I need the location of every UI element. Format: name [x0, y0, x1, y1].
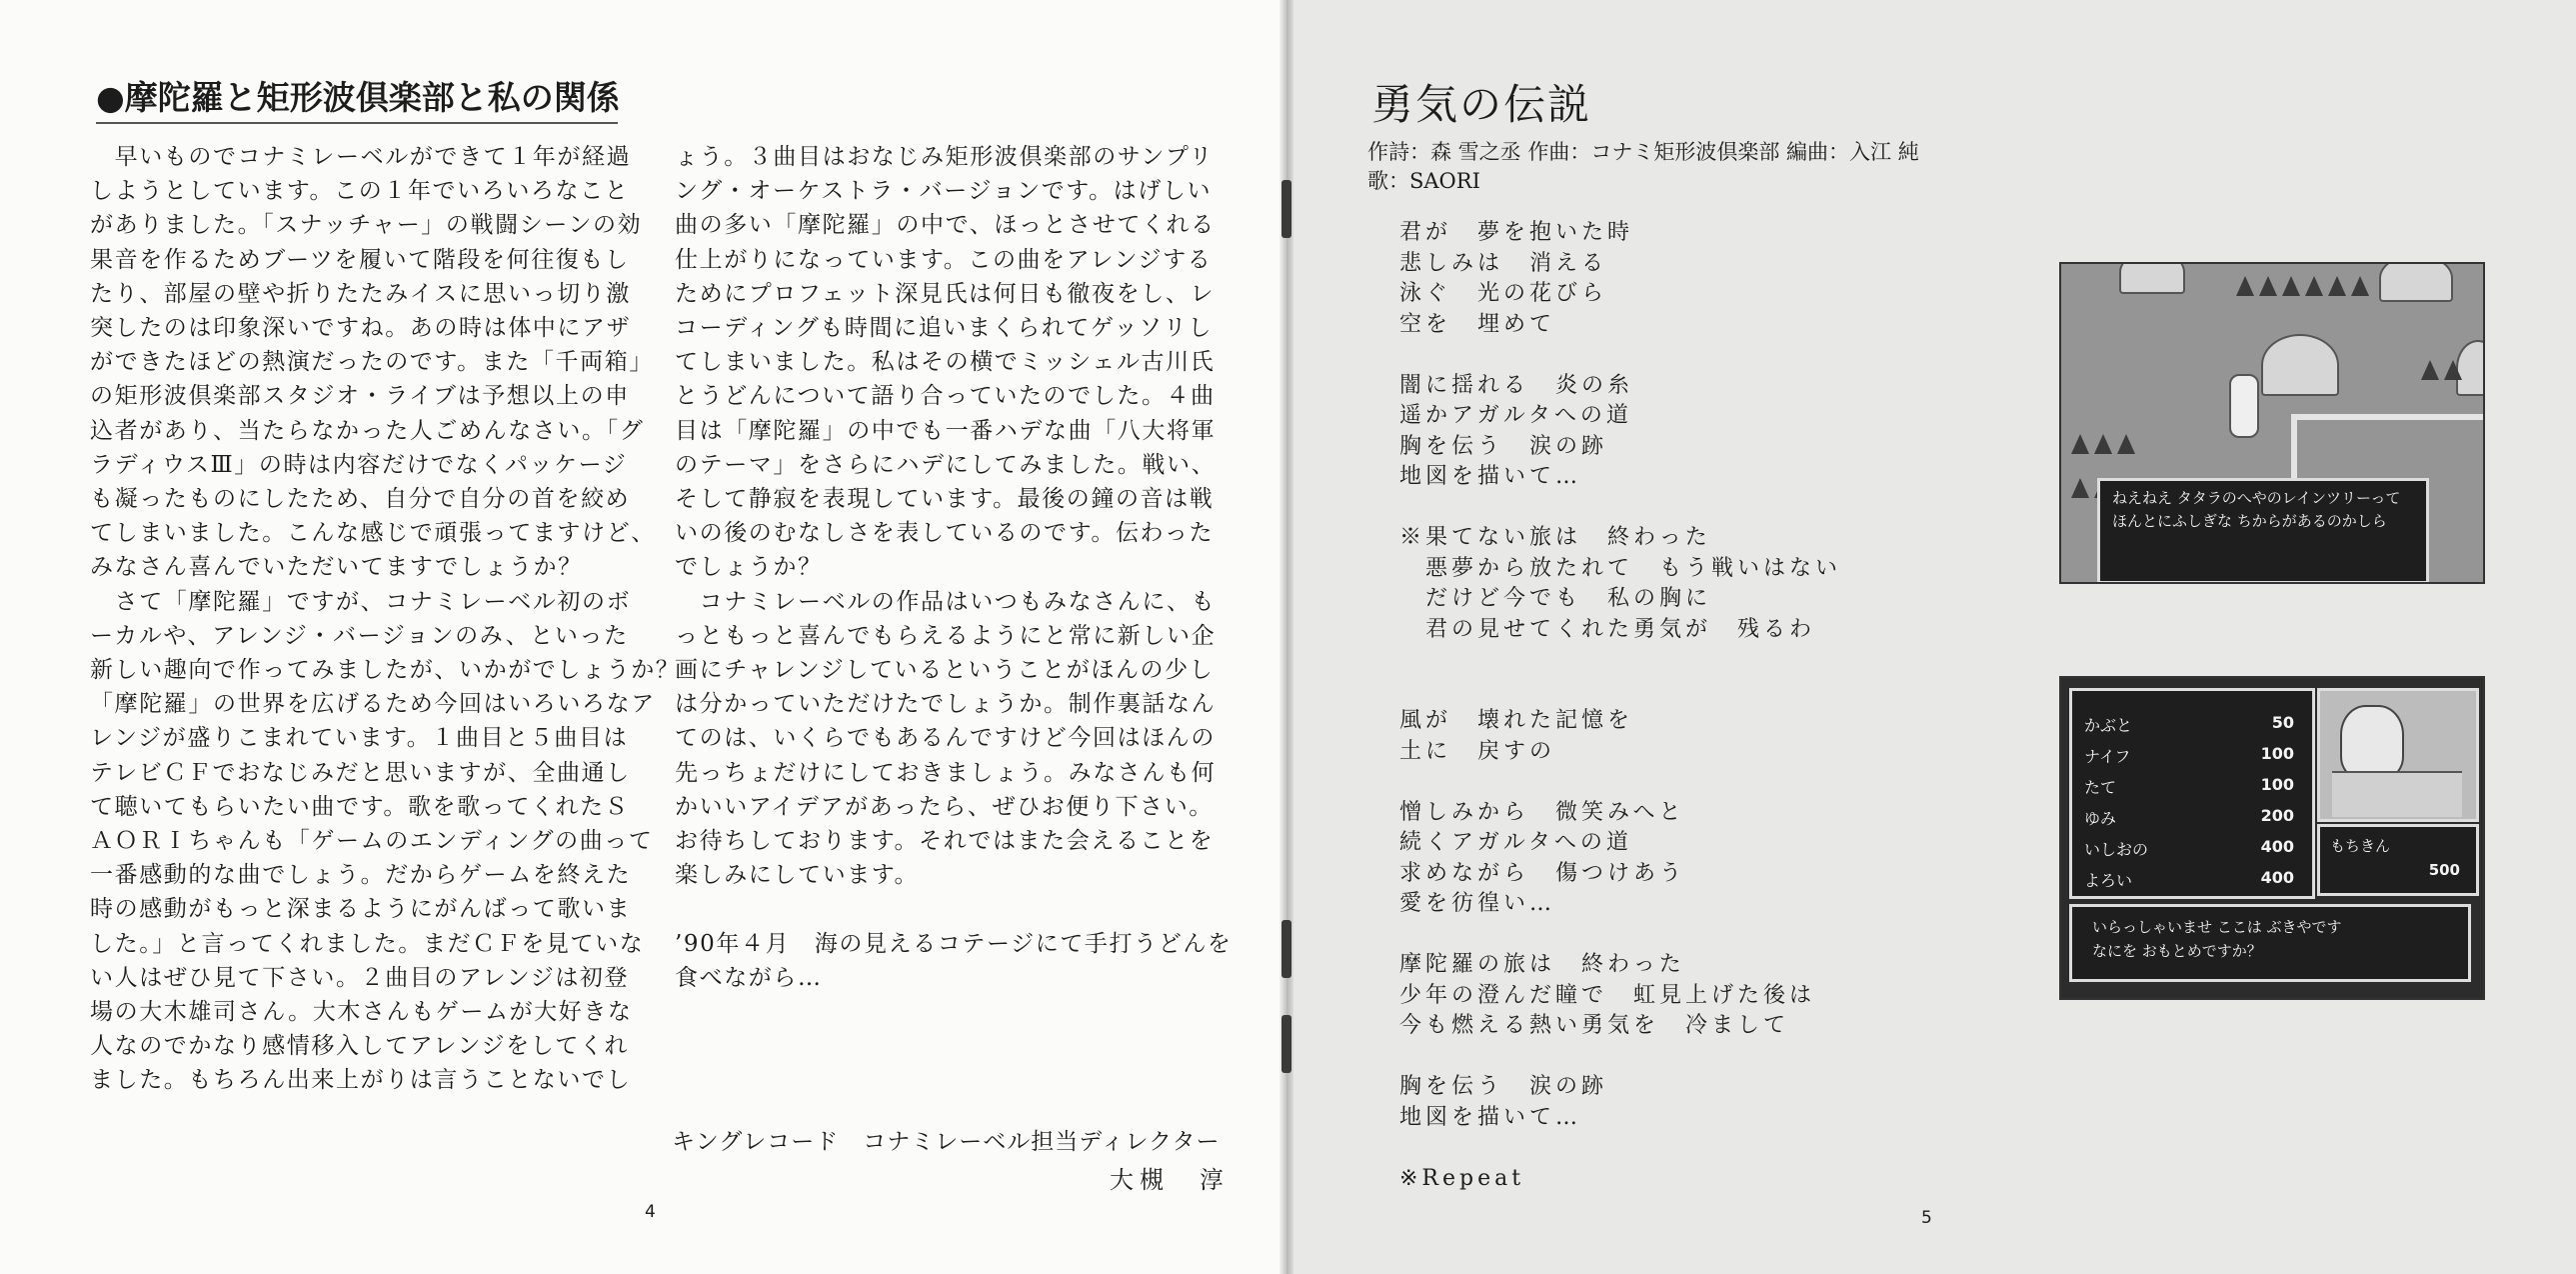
lyric-line: 空を 埋めて [1399, 311, 1556, 337]
staple [1282, 1015, 1291, 1073]
article-line: した。」と言ってくれました。まだＣＦを見ていな [90, 930, 645, 957]
article-line: 食べながら… [675, 964, 823, 991]
stanza-gap [1399, 767, 1841, 798]
shop-item-name: ゆみ [2084, 809, 2117, 828]
page-number-right: 5 [1921, 1208, 1932, 1228]
lyric-line: 遥かアガルタへの道 [1399, 403, 1632, 428]
article-line: 「摩陀羅」の世界を広げるため今回はいろいろなア [90, 691, 656, 718]
article-line: いの後のむなしさを表しているのです。伝わった [675, 520, 1215, 547]
tree [2117, 434, 2135, 454]
page-number-left: 4 [645, 1202, 656, 1222]
lyric-line: 悲しみは 消える [1399, 250, 1608, 276]
shop-line-1: いらっしゃいませ ここは ぶきやです [2092, 918, 2342, 936]
article-line: みなさん喜んでいただいてますでしょうか？ [90, 554, 583, 581]
article-line: 先っちょだけにしておきましょう。みなさんも何 [675, 759, 1217, 786]
shop-item-price: 200 [2260, 806, 2294, 825]
article-line: てのは、いくらでもあるんですけど今回はほんの [675, 725, 1216, 752]
article-line: ょう。３曲目はおなじみ矩形波倶楽部のサンプリ [675, 144, 1215, 170]
article-line: テレビＣＦでおなじみだと思いますが、全曲通し [90, 759, 631, 786]
gold-box [2317, 824, 2479, 896]
shop-item-price: 400 [2260, 868, 2294, 887]
tree [2282, 276, 2300, 296]
shop-item [2084, 713, 2294, 737]
lyric-line: ※果てない旅は 終わった [1399, 525, 1711, 550]
article-line: も凝ったものにしたため、自分で自分の首を絞め [90, 486, 631, 513]
credits-line-2: 歌：SAORI [1367, 169, 1480, 193]
signature-title: キングレコード コナミレーベル担当ディレクター [672, 1129, 1221, 1155]
shop-item-price: 100 [2260, 775, 2294, 794]
lyric-line: 地図を描いて… [1399, 1104, 1582, 1130]
tree [2071, 434, 2089, 454]
article-line: 人なのでかなり感情移入してアレンジをしてくれ [90, 1033, 630, 1060]
article-line: ができたほどの熱演だったのです。また「千両箱」 [90, 349, 654, 376]
article-line: てしまいました。こんな感じで頑張ってますけど、 [90, 520, 656, 547]
article-line: ラディウスⅢ」の時は内容だけでなくパッケージ [90, 451, 628, 478]
lyric-line: 摩陀羅の旅は 終わった [1399, 952, 1685, 977]
article-line: ’90年４月 海の見えるコテージにて手打うどんを [675, 930, 1233, 957]
lyric-line: 少年の澄んだ瞳で 虹見上げた後は [1399, 982, 1816, 1008]
shop-item-name: たて [2084, 778, 2117, 797]
article-line: ーカルや、アレンジ・バージョンのみ、といった [90, 622, 629, 649]
article-line: そして静寂を表現しています。最後の鐘の音は戦 [675, 486, 1215, 513]
shop-item [2084, 806, 2294, 830]
article-line: たり、部屋の壁や折りたたみイスに思いっ切り激 [90, 280, 631, 307]
stanza-gap [1399, 1042, 1841, 1073]
shop-line-2: なにを おもとめですか？ [2092, 942, 2262, 960]
article-line: 突したのは印象深いですね。あの時は体中にアザ [90, 315, 632, 342]
staple [1282, 180, 1291, 238]
lyric-line: 愛を彷徨い… [1399, 891, 1556, 916]
article-line: 果音を作るためブーツを履いて階段を何往復もし [90, 246, 630, 273]
article-line: コナミレーベルの作品はいつもみなさんに、も [675, 588, 1217, 615]
stanza-gap [1399, 920, 1841, 951]
wall [2291, 414, 2485, 480]
left-page [0, 0, 1285, 1274]
tree [2259, 276, 2277, 296]
article-line: 目は「摩陀羅」の中でも一番ハデな曲「八大将軍 [675, 417, 1217, 444]
lyric-repeat: ※Repeat [1399, 1165, 1525, 1191]
article-line: て聴いてもらいたい曲です。歌を歌ってくれたＳ [90, 793, 630, 820]
article-line: 楽しみにしています。 [675, 862, 920, 889]
tent [2119, 262, 2185, 294]
article-line: 込者があり、当たらなかった人ごめんなさい。「グ [90, 417, 645, 444]
tree [2328, 276, 2346, 296]
article-line: のテーマ」をさらにハデにしてみました。戦い、 [675, 451, 1217, 478]
article-line [675, 892, 1215, 926]
lyric-line: 胸を伝う 涙の跡 [1399, 433, 1608, 459]
lyric-line: 泳ぐ 光の花びら [1399, 281, 1608, 306]
article-line: 仕上がりになっています。この曲をアレンジする [675, 246, 1213, 273]
tent [2379, 262, 2453, 302]
lyric-line: 胸を伝う 涙の跡 [1399, 1074, 1608, 1099]
shop-item [2084, 837, 2294, 861]
shop-item-list [2069, 688, 2315, 899]
lyric-line: 今も燃える熱い勇気を 冷まして [1399, 1013, 1790, 1038]
article-line: とうどんについて語り合っていたのでした。４曲 [675, 383, 1216, 410]
game-screenshot-shop [2059, 676, 2485, 1000]
lyrics [1399, 218, 1841, 1194]
heading-rule [96, 122, 618, 124]
article-line: コーディングも時間に追いまくられてゲッソリし [675, 315, 1213, 342]
song-title: 勇気の伝説 [1371, 80, 1592, 129]
article-line: っともっと喜んでもらえるようにと常に新しい企 [675, 622, 1217, 649]
stanza-gap [1399, 340, 1841, 371]
shop-item-price: 100 [2260, 744, 2294, 763]
article-line: 時の感動がもっと深まるようにがんばって歌いま [90, 896, 632, 923]
gold-value: 500 [2428, 861, 2460, 879]
article-line: お待ちしております。それではまた会えることを [675, 828, 1215, 855]
stanza-gap [1399, 1133, 1841, 1164]
article-line: ためにプロフェット深見氏は何日も徹夜をし、レ [675, 280, 1216, 307]
article-line: の矩形波倶楽部スタジオ・ライブは予想以上の申 [90, 383, 630, 410]
lyric-line: 憎しみから 微笑みへと [1399, 799, 1685, 825]
tree [2236, 276, 2254, 296]
article-line: は分かっていただけたでしょうか。制作裏話なん [675, 691, 1217, 718]
song-credits [1367, 138, 1919, 196]
shop-item-price: 400 [2260, 837, 2294, 856]
lyric-line: 続くアガルタへの道 [1399, 830, 1632, 855]
lyric-line: 君の見せてくれた勇気が 残るわ [1399, 616, 1816, 642]
dialog-box [2097, 478, 2429, 584]
article-line: てしまいました。私はその横でミッシェル古川氏 [675, 349, 1216, 376]
lyric-line: だけど今でも 私の胸に [1399, 586, 1712, 611]
article-line: い人はぜひ見て下さい。２曲目のアレンジは初登 [90, 964, 630, 991]
lyric-line: 君が 夢を抱いた時 [1399, 220, 1634, 245]
shop-item-price: 50 [2271, 713, 2294, 732]
shopkeeper-portrait [2317, 688, 2479, 822]
article-line: 場の大木雄司さん。大木さんもゲームが大好きな [90, 999, 633, 1026]
article-column-2 [675, 140, 1233, 995]
article-line: かいいアイデアがあったら、ぜひお便り下さい。 [675, 793, 1214, 820]
tent [2261, 334, 2339, 396]
shop-dialog [2069, 904, 2471, 982]
tree [2305, 276, 2323, 296]
lyric-line: 土に 戻すの [1399, 738, 1556, 764]
shop-item [2084, 744, 2294, 768]
shop-item [2084, 868, 2294, 892]
right-page [1285, 0, 2576, 1274]
lyric-line: 風が 壊れた記憶を [1399, 708, 1634, 733]
article-line: 新しい趣向で作ってみましたが、いかがでしょうか？ [90, 657, 681, 684]
game-screenshot-village [2059, 262, 2485, 584]
lyric-line: 求めながら 傷つけあう [1399, 860, 1686, 886]
article-line: 曲の多い「摩陀羅」の中で、ほっとさせてくれる [675, 212, 1216, 239]
article-line: ＡＯＲＩちゃんも「ゲームのエンディングの曲って [90, 828, 654, 855]
article-line: がありました。「スナッチャー」の戦闘シーンの効 [90, 212, 643, 239]
article-line: ング・オーケストラ・バージョンです。はげしい [675, 178, 1213, 205]
shop-item [2084, 775, 2294, 799]
stanza-gap [1399, 493, 1841, 524]
shop-item-name: かぶと [2084, 716, 2133, 735]
lyric-line: 闇に揺れる 炎の糸 [1399, 372, 1634, 398]
staple [1282, 920, 1291, 978]
shop-item-name: ナイフ [2084, 747, 2131, 766]
article-line: さて「摩陀羅」ですが、コナミレーベル初のボ [90, 588, 632, 615]
tree [2071, 478, 2089, 498]
face [2340, 705, 2404, 779]
tree [2094, 434, 2112, 454]
stanza-gap [1399, 645, 1841, 706]
gold-label: もちきん [2330, 837, 2391, 855]
counter [2332, 771, 2462, 817]
tree [2444, 360, 2462, 380]
dialog-line-1: ねえねえ タタラのへやのレインツリーって [2112, 489, 2401, 507]
article-line: 画にチャレンジしているということがほんの少し [675, 657, 1215, 684]
lyric-line: 悪夢から放たれて もう戦いはない [1399, 555, 1842, 581]
tree [2351, 276, 2369, 296]
signature-name: 大槻 淳 [1110, 1166, 1230, 1194]
shop-item-name: よろい [2084, 871, 2133, 890]
article-column-1 [90, 140, 681, 1098]
tree [2421, 360, 2439, 380]
credits-line-1: 作詩：森 雪之丞 作曲：コナミ矩形波倶楽部 編曲：入江 純 [1367, 140, 1919, 164]
shop-item-name: いしおの [2084, 840, 2149, 859]
article-line: でしょうか？ [675, 554, 823, 581]
article-line: レンジが盛りこまれています。１曲目と５曲目は [90, 725, 629, 752]
article-line: しようとしています。この１年でいろいろなこと [90, 178, 630, 205]
article-line: ました。もちろん出来上がりは言うことないでし [90, 1067, 632, 1094]
article-heading: ●摩陀羅と矩形波倶楽部と私の関係 [96, 78, 620, 117]
dialog-line-2: ほんとにふしぎな ちからがあるのかしら [2112, 512, 2387, 530]
characters [2229, 374, 2259, 438]
lyric-line: 地図を描いて… [1399, 464, 1582, 489]
article-line: 早いものでコナミレーベルができて１年が経過 [90, 144, 632, 170]
article-line: 一番感動的な曲でしょう。だからゲームを終えた [90, 862, 632, 889]
